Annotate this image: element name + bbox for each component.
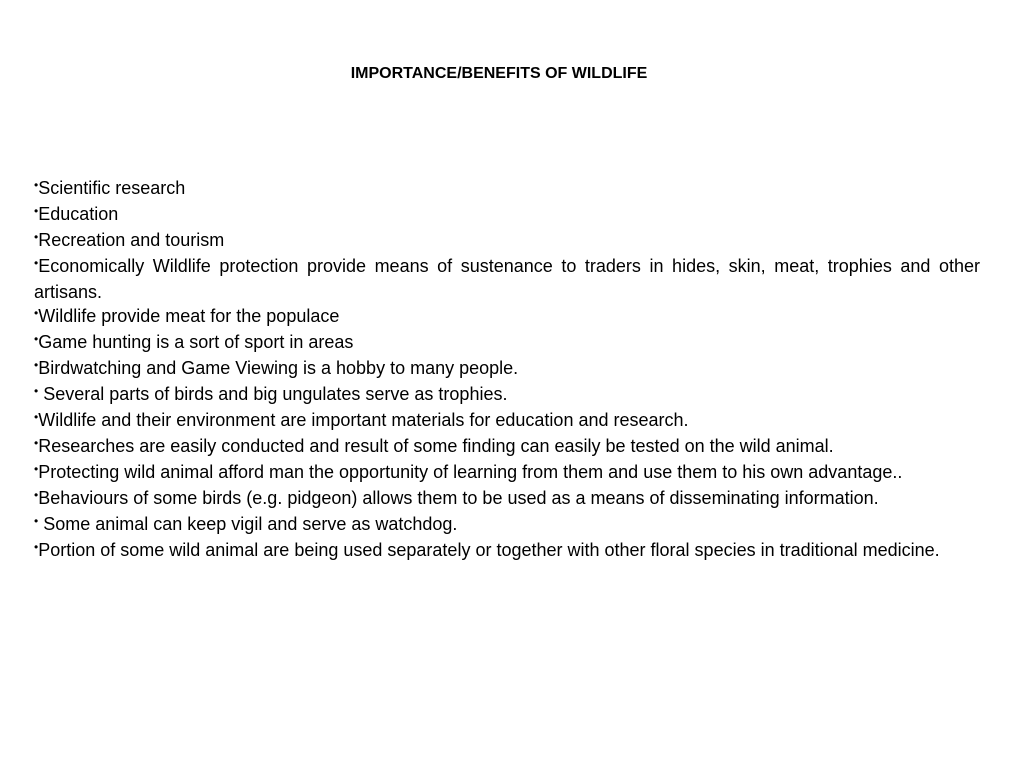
bullet-icon: •: [34, 436, 39, 450]
list-item-text: Behaviours of some birds (e.g. pidgeon) allows them to be used as a means of disseminating information.: [38, 488, 879, 508]
list-item-text: Economically Wildlife protection provide means of sustenance to traders in hides, skin, meat, trophies and other artisans.: [34, 256, 980, 302]
bullet-icon: •: [34, 178, 39, 192]
list-item: [34, 330, 980, 356]
list-item: [34, 460, 980, 486]
bullet-icon: •: [34, 358, 39, 372]
list-item-text: Scientific research: [38, 178, 186, 198]
list-item: [34, 254, 980, 304]
list-item-text: Several parts of birds and big ungulates serve as trophies.: [38, 384, 508, 404]
list-item: [34, 538, 980, 564]
bullet-icon: •: [34, 514, 39, 528]
bullet-icon: •: [34, 204, 39, 218]
list-item: [34, 512, 980, 538]
bullet-icon: •: [34, 462, 39, 476]
list-item-text: Researches are easily conducted and result of some finding can easily be tested on the wild animal.: [38, 436, 834, 456]
list-item-text: Game hunting is a sort of sport in areas: [38, 332, 354, 352]
list-item-text: Wildlife and their environment are important materials for education and research.: [38, 410, 689, 430]
list-item-text: Birdwatching and Game Viewing is a hobby to many people.: [38, 358, 519, 378]
list-item: [34, 356, 980, 382]
bullet-icon: •: [34, 540, 39, 554]
list-item-text: Portion of some wild animal are being used separately or together with other floral species in traditional medicine.: [38, 540, 940, 560]
list-item: [34, 202, 980, 228]
bullet-icon: •: [34, 306, 39, 320]
list-item-text: Protecting wild animal afford man the opportunity of learning from them and use them to his own advantage..: [38, 462, 903, 482]
list-item: [34, 228, 980, 254]
list-item-text: Education: [38, 204, 119, 224]
bullet-icon: •: [34, 332, 39, 346]
list-item: [34, 434, 980, 460]
list-item-text: Wildlife provide meat for the populace: [38, 306, 340, 326]
list-item: [34, 382, 980, 408]
list-item-text: Recreation and tourism: [38, 230, 225, 250]
list-item: [34, 304, 980, 330]
bullet-icon: •: [34, 488, 39, 502]
bullet-list: [34, 176, 980, 564]
list-item: [34, 408, 980, 434]
list-item: [34, 176, 980, 202]
list-item-text: Some animal can keep vigil and serve as watchdog.: [38, 514, 458, 534]
slide-title: IMPORTANCE/BENEFITS OF WILDLIFE: [350, 65, 648, 82]
bullet-icon: •: [34, 230, 39, 244]
bullet-icon: •: [34, 384, 39, 398]
bullet-icon: •: [34, 410, 39, 424]
bullet-icon: •: [34, 256, 39, 270]
list-item: [34, 486, 980, 512]
